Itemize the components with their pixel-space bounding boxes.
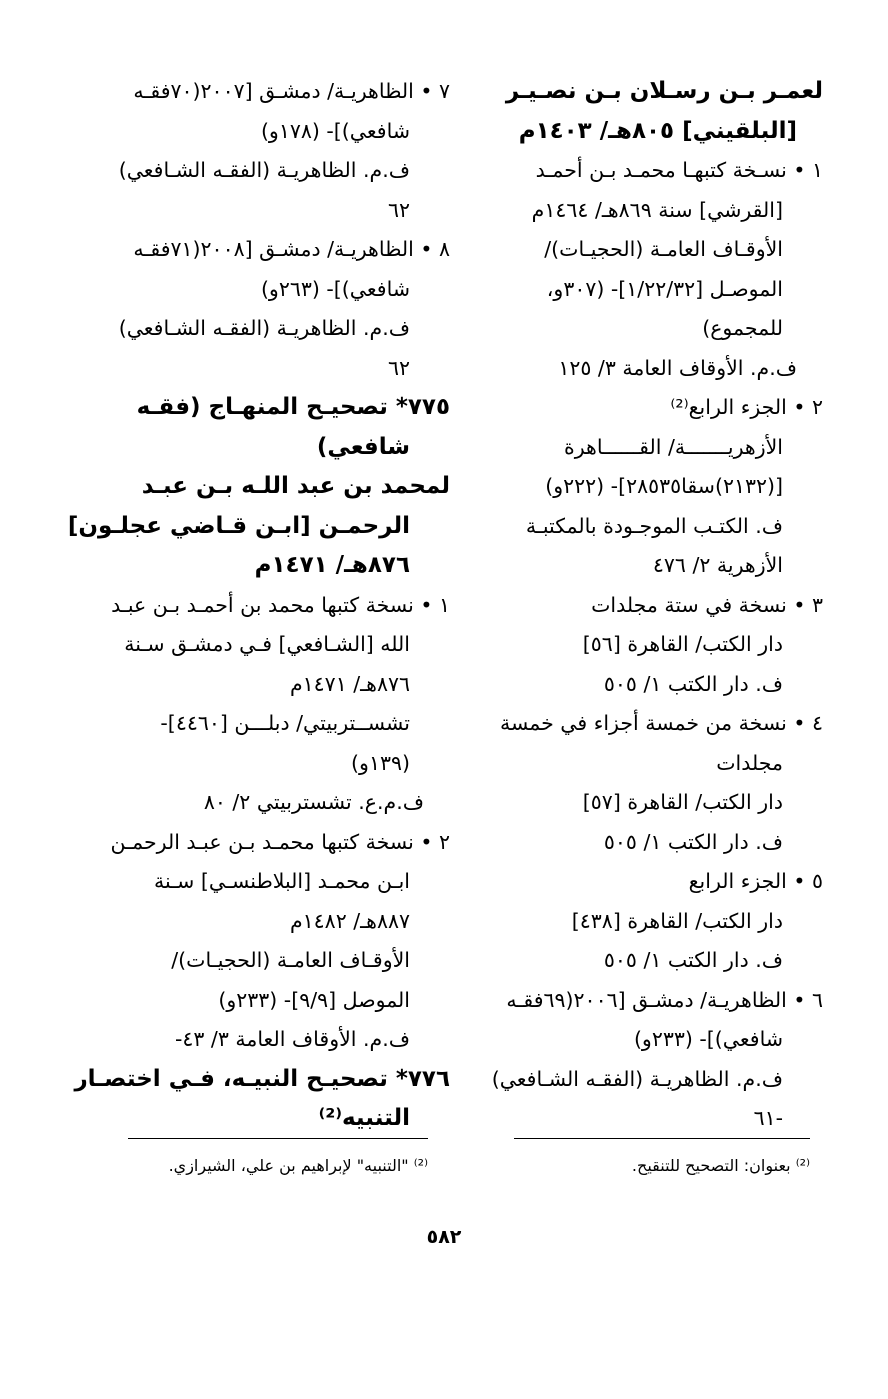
text-line: تشســتربيتي/ دبلـــن [٤٤٦٠]- <box>160 711 410 735</box>
text-line: الأزهريـــــــة/ القــــــاهرة <box>563 434 783 459</box>
text-line: [البلقيني] ٨٠٥هـ/ ١٤٠٣م <box>518 117 797 144</box>
text-line: ٢ • نسخة كتبها محمـد بـن عبـد الرحمـن <box>110 829 450 854</box>
text-line: دار الكتب/ القاهرة [٥٦] <box>582 632 783 656</box>
text-line: الأوقـاف العامـة (الحجيـات)/ <box>171 948 410 972</box>
text-line: ١ • نسخة كتبها محمد بن أحمـد بـن عبـد <box>111 592 450 617</box>
left-column <box>67 72 450 1139</box>
text-line: ف.م. الأوقاف العامة ٣/ ٤٣- <box>174 1027 410 1051</box>
text-line: ٢ • الجزء الرابع⁽²⁾ <box>670 395 823 419</box>
text-line: ف. دار الكتب ١/ ٥٠٥ <box>603 948 783 972</box>
text-line: ٦٢ <box>387 355 410 380</box>
text-line: الموصل [٩/٩]- (٢٣٣و) <box>218 987 410 1012</box>
text-line: للمجموع) <box>702 316 783 340</box>
text-line: دار الكتب/ القاهرة [٥٧] <box>582 790 783 814</box>
text-line: (١٣٩و) <box>351 750 410 775</box>
text-line: ابـن محمـد [البلاطنسـي] سـنة <box>154 869 410 893</box>
right-column <box>488 72 823 1139</box>
text-line: ٨٧٦هـ/ ١٤٧١م <box>289 671 410 696</box>
footnote-divider-left <box>128 1138 428 1139</box>
text-line: الموصـل [١/٢٢/٣٢]- (٣٠٧و، <box>546 276 783 301</box>
text-line: ٨٧٦هـ/ ١٤٧١م <box>254 552 410 578</box>
text-line: ٤ • نسخة من خمسة أجزاء في خمسة <box>499 711 823 735</box>
text-line: شافعي)]- (٢٣٣و) <box>633 1027 783 1051</box>
text-line: ١ • نسـخة كتبهـا محمـد بـن أحمـد <box>535 158 823 182</box>
text-line: ٦٢ <box>387 197 410 222</box>
text-line: ٧٧٦* تصحيـح النبيـه، فـي اختصـار <box>74 1065 450 1092</box>
text-line: ف. دار الكتب ١/ ٥٠٥ <box>603 829 783 854</box>
text-line: ٨٨٧هـ/ ١٤٨٢م <box>289 908 410 933</box>
text-line: دار الكتب/ القاهرة [٤٣٨] <box>571 908 783 933</box>
text-line: ف.م. الظاهريـة (الفقـه الشـافعي) <box>118 316 410 340</box>
text-line: الأوقـاف العامـة (الحجيـات)/ <box>544 237 783 261</box>
footnote-divider-right <box>514 1138 810 1139</box>
text-line: الله [الشـافعي] فـي دمشـق سـنة <box>124 632 410 656</box>
text-line: شافعي) <box>316 433 410 460</box>
page-number: ٥٨٢ <box>426 1226 462 1248</box>
footnote-right: ⁽²⁾ بعنوان: التصحيح للتنقيح. <box>631 1156 810 1175</box>
text-line: شافعي)]- (١٧٨و) <box>260 118 410 143</box>
text-line: ٥ • الجزء الرابع <box>688 869 823 893</box>
text-line: ف.م.ع. تشستربيتي ٢/ ٨٠ <box>203 790 424 814</box>
text-line: ف. الكتـب الموجـودة بالمكتبـة <box>525 513 783 538</box>
text-line: ٧٧٥* تصحيـح المنهـاج (فقـه <box>136 394 450 420</box>
footnote-left: ⁽²⁾ "التنبيه" لإبراهيم بن علي، الشيرازي. <box>168 1156 428 1175</box>
text-line: [القرشي] سنة ٨٦٩هـ/ ١٤٦٤م <box>531 197 783 222</box>
text-line: [(٢١٣٢)سقا٢٨٥٣٥]- (٢٢٢و) <box>545 474 783 498</box>
text-line: التنبيه⁽²⁾ <box>318 1105 410 1131</box>
text-line: ف.م. الظاهريـة (الفقـه الشـافعي) <box>491 1066 783 1091</box>
text-line: ف. دار الكتب ١/ ٥٠٥ <box>603 671 783 696</box>
text-line: ٣ • نسخة في ستة مجلدات <box>591 592 823 617</box>
text-line: مجلدات <box>716 750 783 775</box>
text-line: ٧ • الظاهريـة/ دمشـق [٢٠٠٧(٧٠فقـه <box>133 79 450 103</box>
text-line: الرحمـن [ابـن قـاضي عجلـون] <box>67 512 410 539</box>
text-line: ٦ • الظاهريـة/ دمشـق [٢٠٠٦(٦٩فقـه <box>506 987 823 1012</box>
text-line: لعمـر بـن رسـلان بـن نصـيـر <box>505 78 823 104</box>
text-line: لمحمد بن عبد اللـه بـن عبـد <box>141 473 450 499</box>
text-line: ف.م. الظاهريـة (الفقـه الشـافعي) <box>118 158 410 182</box>
text-line: شافعي)]- (٢٦٣و) <box>260 276 410 301</box>
text-line: ٨ • الظاهريـة/ دمشـق [٢٠٠٨(٧١فقـه <box>133 237 450 261</box>
text-line: الأزهرية ٢/ ٤٧٦ <box>652 553 783 577</box>
text-line: ف.م. الأوقاف العامة ٣/ ١٢٥ <box>558 355 797 380</box>
text-line: -٦١ <box>753 1106 783 1130</box>
